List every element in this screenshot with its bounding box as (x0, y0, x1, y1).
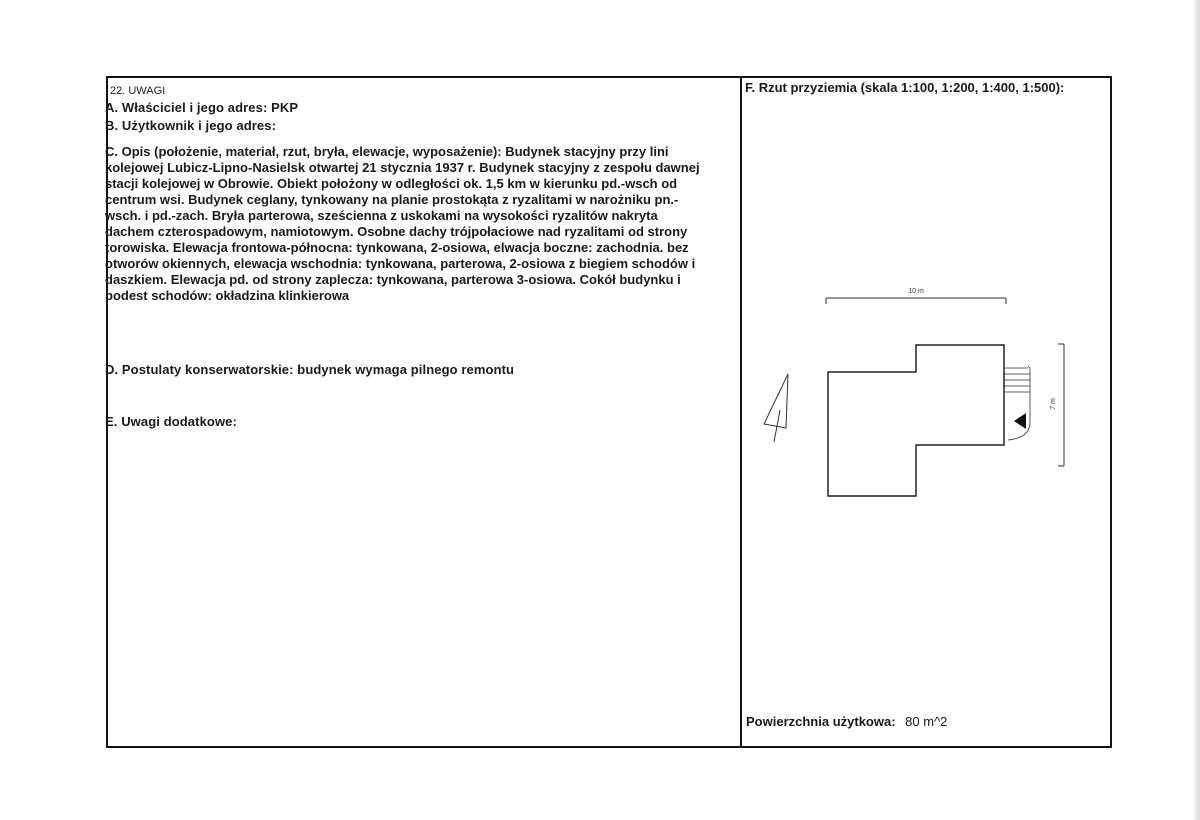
width-dimension (826, 298, 1006, 304)
building-outline (828, 345, 1004, 496)
owner-line: A. Właściciel i jego adres: PKP (105, 100, 299, 115)
description-block (105, 144, 733, 304)
usable-area-label: Powierzchnia użytkowa: (746, 714, 896, 729)
description-line: centrum wsi. Budynek ceglany, tynkowany na planie prostokąta z ryzalitami w narożniku pn.- (105, 192, 679, 207)
usable-area (746, 714, 947, 729)
description-line: stacji kolejowej w Obrowie. Obiekt położony w odległości ok. 1,5 km w kierunku pd.-wsch od (105, 176, 678, 191)
user-line: B. Użytkownik i jego adres: (105, 118, 277, 133)
entrance-arrow (1014, 413, 1026, 429)
depth-dimension (1058, 344, 1064, 466)
additional-remarks-line: E. Uwagi dodatkowe: (105, 414, 237, 429)
stairs (1004, 366, 1030, 440)
remarks-panel (105, 78, 740, 746)
north-arrow-icon (764, 374, 788, 442)
description-line: dachem czterospadowym, namiotowym. Osobne dachy trójpołaciowe nad ryzalitami od strony (105, 224, 688, 239)
description-line: torowiska. Elewacja frontowa-północna: tynkowana, 2-osiowa, elwacja boczne: zachodnia. bez (105, 240, 689, 255)
description-line: otworów okiennych, elewacja wschodnia: tynkowana, parterowa, 2-osiowa z biegiem schodów i (105, 256, 696, 271)
depth-label: 7 m (1050, 398, 1057, 410)
usable-area-value: 80 m^2 (905, 714, 948, 729)
section-number: 22. UWAGI (110, 85, 166, 97)
record-sheet (106, 76, 1112, 748)
width-label: 10 m (908, 288, 924, 295)
ground-plan-title: F. Rzut przyziemia (skala 1:100, 1:200, 1:400, 1:500): (745, 80, 1065, 95)
ground-plan-panel (742, 78, 1110, 746)
description-line: podest schodów: okładzina klinkierowa (105, 288, 350, 303)
floor-plan-drawing (742, 278, 1110, 508)
description-line: C. Opis (położenie, materiał, rzut, bryła, elewacje, wyposażenie): Budynek stacyjny przy lini (105, 144, 669, 159)
description-line: daszkiem. Elewacja pd. od strony zaplecza: tynkowana, parterowa 3-osiowa. Cokół budynku i (105, 272, 681, 287)
scan-edge (1194, 0, 1200, 820)
description-line: wsch. i pd.-zach. Bryła parterowa, sześcienna z uskokami na wysokości ryzalitów nakryta (105, 208, 658, 223)
conservation-line: D. Postulaty konserwatorskie: budynek wymaga pilnego remontu (105, 362, 515, 377)
description-line: kolejowej Lubicz-Lipno-Nasielsk otwartej 21 stycznia 1937 r. Budynek stacyjny z zespołu dawnej (105, 160, 700, 175)
